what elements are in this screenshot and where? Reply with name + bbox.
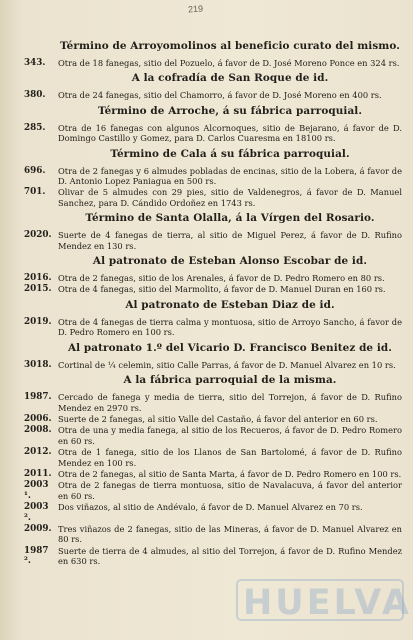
entry-number: 1987 ². [24, 545, 49, 567]
entry-number: 2003 ¹. [24, 480, 49, 501]
section-heading: A la cofradía de San Roque de id. [131, 72, 329, 85]
entry-number: 2020. [24, 230, 52, 241]
entry-text: Otra de 4 fanegas de tierra calma y montuosa, sitio de Arroyo Sancho, á favor de D. Pedro Romero en 100 rs. [58, 316, 402, 338]
section [24, 72, 402, 100]
entry-number: 3018. [24, 359, 52, 370]
entry-text: Suerte de 2 fanegas, al sitio Valle del Castaño, á favor del anterior en 60 rs. [58, 413, 378, 424]
section [24, 105, 402, 144]
watermark-text: HUELVA [243, 583, 412, 623]
section-heading: Al patronato de Esteban Alonso Escobar de id. [92, 255, 368, 268]
list-item [24, 360, 402, 370]
section [24, 148, 402, 209]
entry-number: 2009. [24, 523, 52, 534]
entry-number: 2008. [24, 425, 52, 436]
entry-text: Otra de 2 fanegas, al sitio de Santa Marta, á favor de D. Pedro Romero en 100 rs. [58, 468, 402, 479]
entry-number: 380. [24, 90, 46, 101]
entry-text: Cercado de fanega y media de tierra, sitio del Torrejon, á favor de D. Rufino Mendez en 2970 rs. [58, 392, 402, 413]
list-item [24, 187, 402, 208]
entry-number: 2003 ². [24, 502, 49, 523]
section-heading: Término de Cala á su fábrica parroquial. [110, 147, 350, 160]
list-item [24, 502, 402, 523]
section [24, 299, 402, 338]
list-item [24, 230, 402, 251]
list-item [24, 425, 402, 446]
entry-number: 343. [24, 58, 46, 68]
section-heading: Al patronato de Esteban Diaz de id. [125, 298, 335, 311]
list-item [24, 273, 402, 283]
entry-number: 285. [24, 122, 46, 133]
section [24, 255, 402, 295]
entry-text: Dos viñazos, al sitio de Andévalo, á favor de D. Manuel Alvarez en 70 rs. [58, 502, 363, 513]
section [24, 40, 402, 68]
entry-number: 2012. [24, 447, 52, 458]
entry-text: Otra de 18 fanegas, sitio del Pozuelo, á favor de D. José Moreno Ponce en 324 rs. [58, 58, 400, 68]
entry-text: Otra de 2 fanegas y 6 almudes pobladas de encinas, sitio de la Lobera, á favor de D. Antonio Lopez Paniagua en 500 rs. [58, 165, 402, 187]
entry-text: Suerte de 4 fanegas de tierra, al sitio de Miguel Perez, á favor de D. Rufino Mendez en 130 rs. [58, 230, 402, 251]
entry-text: Otra de una y media fanega, al sitio de los Recueros, á favor de D. Pedro Romero en 60 rs. [58, 425, 402, 446]
list-item [24, 123, 402, 144]
list-item [24, 480, 402, 501]
list-item [24, 546, 402, 567]
section-heading: Término de Santa Olalla, á la Vírgen del Rosario. [85, 212, 375, 225]
entry-number: 2019. [24, 316, 52, 327]
entry-number: 701. [24, 187, 46, 198]
list-item [24, 447, 402, 468]
section-heading: Al patronato 1.º del Vicario D. Francisco Benitez de id. [68, 341, 392, 354]
entry-number: 696. [24, 165, 46, 176]
section-heading: Término de Arroyomolinos al beneficio curato del mismo. [60, 40, 400, 52]
list-item [24, 90, 402, 100]
entry-text: Otra de 2 fanegas, sitio de los Arenales, á favor de D. Pedro Romero en 80 rs. [58, 273, 385, 284]
entry-text: Suerte de tierra de 4 almudes, al sitio del Torrejon, á favor de D. Rufino Mendez en 630 rs. [58, 545, 402, 567]
section-heading: Término de Arroche, á su fábrica parroquial. [97, 104, 363, 117]
entry-number: 1987. [24, 392, 52, 403]
entry-text: Otra de 24 fanegas, sitio del Chamorro, á favor de D. José Moreno en 400 rs. [58, 90, 382, 101]
document-body [24, 36, 402, 568]
section [24, 342, 402, 370]
list-item [24, 414, 402, 424]
entry-text: Tres viñazos de 2 fanegas, sitio de las Mineras, á favor de D. Manuel Alvarez en 80 rs. [58, 523, 402, 545]
section-heading: A la fábrica parroquial de la misma. [123, 374, 337, 387]
list-item [24, 284, 402, 294]
list-item [24, 317, 402, 338]
list-item [24, 58, 402, 68]
list-item [24, 392, 402, 413]
entry-number: 2011. [24, 468, 52, 479]
entry-text: Cortinal de ¼ celemin, sitio Calle Parras, á favor de D. Manuel Alvarez en 10 rs. [58, 359, 396, 370]
list-item [24, 166, 402, 187]
handwritten-folio-number: 219 [187, 3, 204, 15]
section [24, 374, 402, 567]
list-item [24, 469, 402, 479]
entry-text: Otra de 2 fanegas de tierra montuosa, sitio de Navalacuva, á favor del anterior en 60 rs. [58, 480, 402, 501]
list-item [24, 524, 402, 545]
entry-text: Otra de 4 fanegas, sitio del Marmolito, á favor de D. Manuel Duran en 160 rs. [58, 284, 386, 295]
entry-number: 2015. [24, 284, 52, 295]
entry-text: Otra de 16 fanegas con algunos Alcornoques, sitio de Bejarano, á favor de D. Domingo Castillo y Gomez, para D. Carlos Cuaresma en 18100 rs. [58, 122, 402, 144]
entry-number: 2016. [24, 273, 52, 284]
entry-number: 2006. [24, 413, 52, 424]
entry-text: Otra de 1 fanega, sitio de los Llanos de San Bartolomé, á favor de D. Rufino Mendez en 100 rs. [58, 447, 402, 468]
entry-text: Olivar de 5 almudes con 29 pies, sitio de Valdenegros, á favor de D. Manuel Sanchez, para D. Cándido Ordoñez en 1743 rs. [58, 187, 402, 208]
section [24, 212, 402, 251]
